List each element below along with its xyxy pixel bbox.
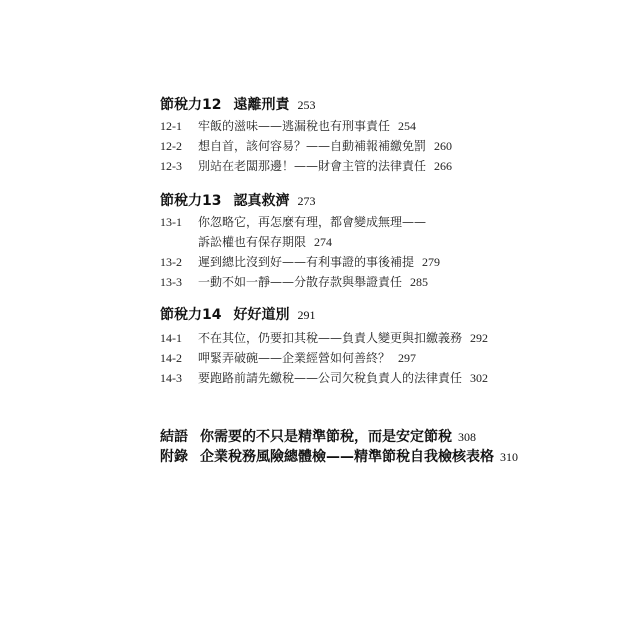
section-heading-12 (160, 96, 315, 114)
section-title: 認真救濟 (233, 193, 290, 209)
entry-page-number: 254 (398, 119, 417, 133)
toc-entry-12-1 (160, 118, 416, 134)
entry-title: 想自首，該何容易？——自動補報補繳免罰 (198, 139, 427, 153)
entry-page-number: 274 (314, 235, 333, 249)
section-heading-13 (160, 192, 315, 210)
entry-title: 你忽略它，再怎麼有理，都會變成無理—— (198, 215, 427, 229)
entry-number: 14-1 (160, 331, 182, 345)
entry-title: 遲到總比沒到好——有利事證的事後補提 (198, 255, 415, 269)
entry-title-continuation: 訴訟權也有保存期限 (198, 235, 307, 249)
entry-title: 要跑路前請先繳稅——公司欠稅負責人的法律責任 (198, 371, 463, 385)
closing-label: 附錄 (160, 449, 188, 465)
closing-page-number: 310 (500, 450, 518, 464)
section-label: 節稅力14 (160, 307, 222, 323)
entry-title: 不在其位，仍要扣其稅——負責人變更與扣繳義務 (198, 331, 463, 345)
entry-page-number: 292 (470, 331, 489, 345)
section-label: 節稅力13 (160, 193, 222, 209)
section-label: 節稅力12 (160, 97, 222, 113)
entry-title: 牢飯的滋味——逃漏稅也有刑事責任 (198, 119, 391, 133)
toc-entry-13-1-continued (198, 234, 332, 250)
section-title: 遠離刑責 (233, 97, 290, 113)
toc-appendix (160, 448, 518, 466)
entry-number: 13-1 (160, 215, 182, 229)
toc-entry-14-1 (160, 330, 488, 346)
closing-title: 你需要的不只是精準節稅，而是安定節稅 (200, 429, 452, 445)
toc-entry-13-2 (160, 254, 440, 270)
entry-number: 14-3 (160, 371, 182, 385)
entry-number: 12-3 (160, 159, 182, 173)
entry-number: 12-1 (160, 119, 182, 133)
toc-conclusion (160, 428, 476, 446)
entry-page-number: 302 (470, 371, 489, 385)
toc-entry-14-2 (160, 350, 416, 366)
section-page-number: 291 (297, 308, 316, 322)
entry-title: 呷緊弄破碗——企業經營如何善終？ (198, 351, 391, 365)
entry-page-number: 279 (422, 255, 441, 269)
entry-page-number: 266 (434, 159, 453, 173)
closing-title: 企業稅務風險總體檢——精準節稅自我檢核表格 (200, 449, 494, 465)
entry-number: 12-2 (160, 139, 182, 153)
entry-title: 一動不如一靜——分散存款與舉證責任 (198, 275, 403, 289)
entry-page-number: 297 (398, 351, 417, 365)
entry-number: 13-2 (160, 255, 182, 269)
toc-entry-13-3 (160, 274, 428, 290)
toc-entry-13-1 (160, 214, 426, 230)
closing-label: 結語 (160, 429, 188, 445)
entry-page-number: 285 (410, 275, 429, 289)
entry-title: 別站在老闆那邊！——財會主管的法律責任 (198, 159, 427, 173)
section-title: 好好道別 (233, 307, 290, 323)
section-heading-14 (160, 306, 315, 324)
entry-number: 14-2 (160, 351, 182, 365)
toc-entry-12-2 (160, 138, 452, 154)
toc-entry-14-3 (160, 370, 488, 386)
section-page-number: 253 (297, 98, 316, 112)
closing-page-number: 308 (458, 430, 476, 444)
toc-entry-12-3 (160, 158, 452, 174)
section-page-number: 273 (297, 194, 316, 208)
entry-page-number: 260 (434, 139, 453, 153)
entry-number: 13-3 (160, 275, 182, 289)
